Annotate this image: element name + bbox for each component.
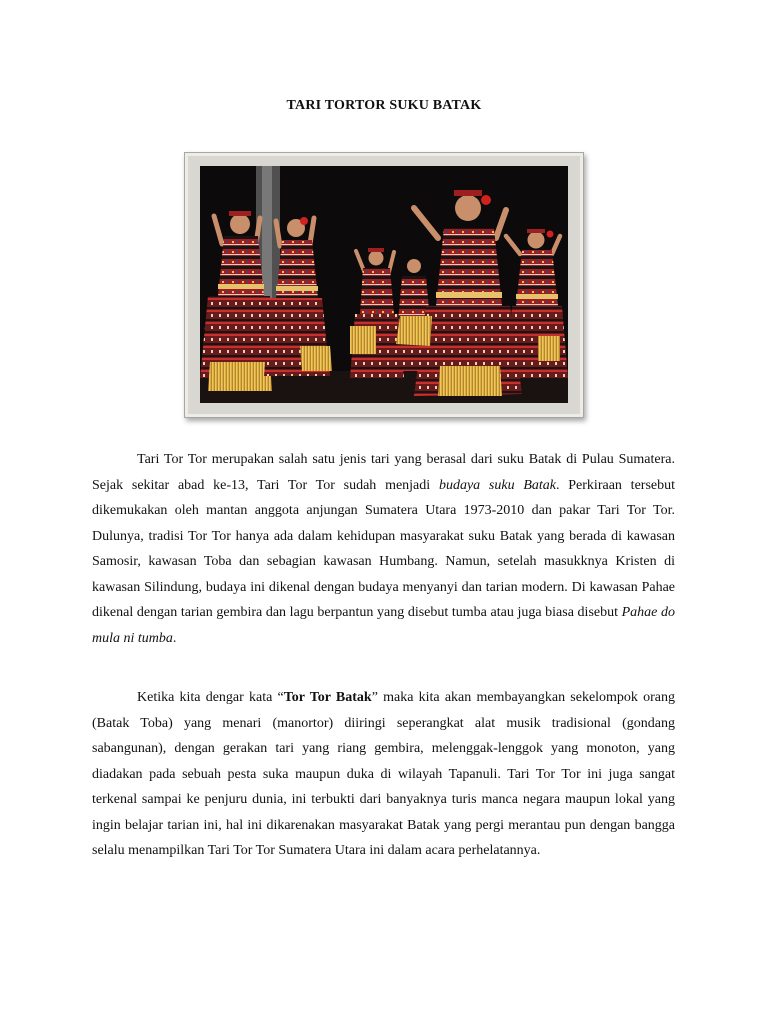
tortor-dance-photo: [200, 166, 568, 403]
paragraph-2: [92, 685, 675, 864]
paragraph-2-bold-a: Tor Tor Batak: [283, 690, 372, 705]
paragraph-1-italic-a: budaya suku Batak: [438, 477, 556, 493]
paragraph-2-text-a: Ketika kita dengar kata “: [137, 690, 284, 705]
paragraph-1-text-a: Tari Tor Tor merupakan salah satu jenis tari yang berasal dari suku Batak di Pulau Sumatera. Sejak sekitar abad ke-13, Tari Tor Tor sudah menjadi: [92, 452, 675, 493]
paragraph-1-text-b: . Perkiraan tersebut dikemukakan oleh mantan anggota anjungan Sumatera Utara 1973-2010 dan pakar Tari Tor Tor. Dulunya, tradisi Tor Tor hanya ada dalam kehidupan masyarakat suku Batak yang berada di kawasan Samosir, kawasan Toba dan sebagian kawasan Humbang. Namun, setelah masukknya Kristen di kawasan Silindung, budaya ini dikenal dengan budaya menyanyi dan tarian modern. Di kawasan Pahae dikenal dengan tarian gembira dan lagu berpantun yang disebut tumba atau juga biasa disebut: [92, 477, 675, 620]
paragraph-1-text-c: .: [172, 630, 177, 646]
photo-frame: [184, 152, 584, 418]
paragraph-1-italic-b: Pahae do mula ni tumba: [92, 605, 675, 646]
document-title: TARI TORTOR SUKU BATAK: [286, 98, 482, 113]
paragraph-2-text-b: ” maka kita akan membayangkan sekelompok orang (Batak Toba) yang menari (manortor) diiringi seperangkat alat musik tradisional (gondang sabangunan), dengan gerakan tari yang riang gembira, melenggak-lenggok yang monoton, yang diadakan pada sebuah pesta suka maupun duka di wilayah Tapanuli. Tari Tor Tor ini juga sangat terkenal sampai ke penjuru dunia, ini terbukti dari banyaknya turis manca negara maupun lokal yang ingin belajar tarian ini, hal ini dikarenakan masyarakat Batak yang pergi merantau pun dengan bangga selalu menampilkan Tari Tor Tor Sumatera Utara ini dalam acara perhelatannya.: [92, 690, 676, 858]
paragraph-1: [92, 447, 675, 651]
